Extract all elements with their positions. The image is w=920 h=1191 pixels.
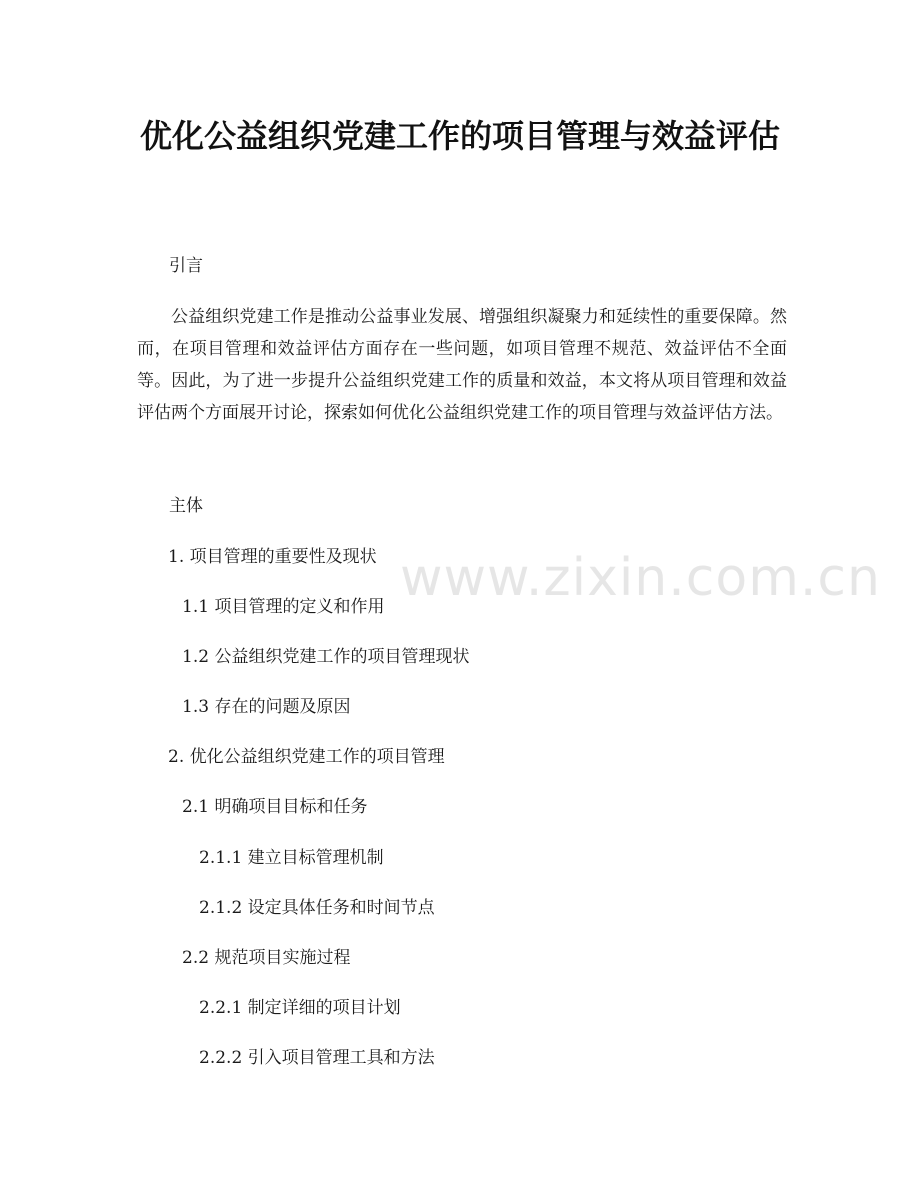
intro-heading: 引言 <box>169 256 203 276</box>
outline-item: 1.2 公益组织党建工作的项目管理现状 <box>182 647 470 667</box>
watermark: www.zixin.com.cn <box>400 548 881 608</box>
body-heading: 主体 <box>169 496 203 516</box>
outline-item: 2.1.2 设定具体任务和时间节点 <box>199 898 435 918</box>
outline-item: 2.1.1 建立目标管理机制 <box>199 848 384 868</box>
page-title: 优化公益组织党建工作的项目管理与效益评估 <box>139 117 780 155</box>
outline-item: 2. 优化公益组织党建工作的项目管理 <box>168 747 445 767</box>
intro-paragraph: 公益组织党建工作是推动公益事业发展、增强组织凝聚力和延续性的重要保障。然而，在项目管理和效益评估方面存在一些问题，如项目管理不规范、效益评估不全面等。因此，为了进一步提升公益组织党建工作的质量和效益，本文将从项目管理和效益评估两个方面展开讨论，探索如何优化公益组织党建工作的项目管理与效益评估方法。 <box>137 307 787 423</box>
outline-item: 2.1 明确项目目标和任务 <box>182 797 368 817</box>
outline-item: 1.1 项目管理的定义和作用 <box>182 597 385 617</box>
outline-item: 2.2.2 引入项目管理工具和方法 <box>199 1048 435 1068</box>
outline-item: 2.2.1 制定详细的项目计划 <box>199 998 401 1018</box>
outline-item: 1. 项目管理的重要性及现状 <box>168 547 377 567</box>
outline-item: 1.3 存在的问题及原因 <box>182 697 351 717</box>
outline-item: 2.2 规范项目实施过程 <box>182 948 351 968</box>
